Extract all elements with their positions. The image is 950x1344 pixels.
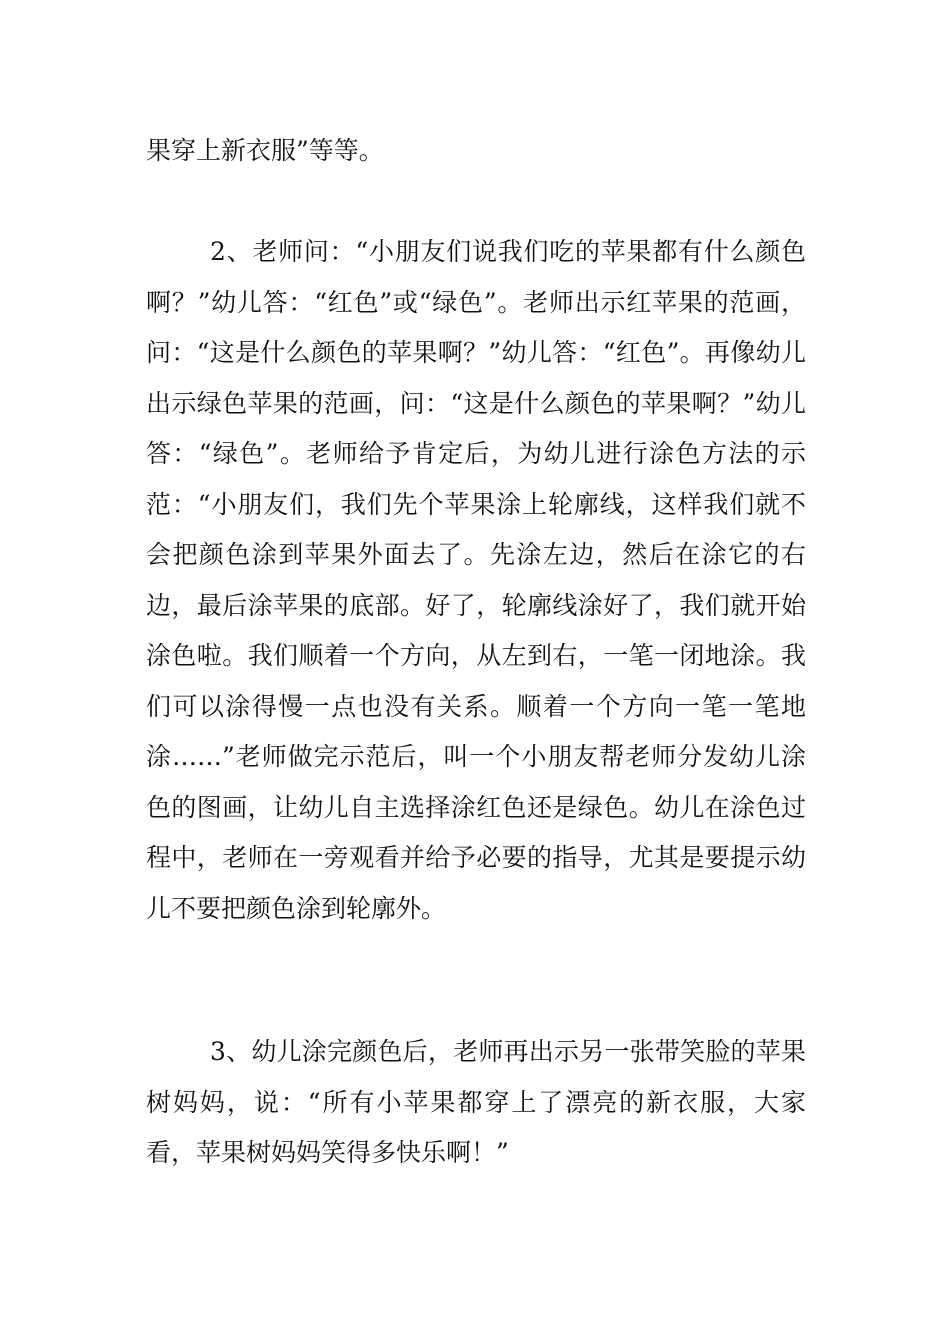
paragraph-step-2: 2、老师问：“小朋友们说我们吃的苹果都有什么颜色啊？”幼儿答：“红色”或“绿色”。老师出示红苹果的范画，问：“这是什么颜色的苹果啊？”幼儿答：“红色”。再像幼儿出示绿色苹果的范画，问：“这是什么颜色的苹果啊？”幼儿答：“绿色”。老师给予肯定后，为幼儿进行涂色方法的示范：“小朋友们，我们先个苹果涂上轮廓线，这样我们就不会把颜色涂到苹果外面去了。先涂左边，然后在涂它的右边，最后涂苹果的底部。好了，轮廓线涂好了，我们就开始涂色啦。我们顺着一个方向，从左到右，一笔一闭地涂。我们可以涂得慢一点也没有关系。顺着一个方向一笔一笔地涂……”老师做完示范后，叫一个小朋友帮老师分发幼儿涂色的图画，让幼儿自主选择涂红色还是绿色。幼儿在涂色过程中，老师在一旁观看并给予必要的指导，尤其是要提示幼儿不要把颜色涂到轮廓外。	[146, 237, 806, 923]
paragraph-continuation: 果穿上新衣服”等等。	[146, 136, 384, 165]
paragraph-step-3: 3、幼儿涂完颜色后，老师再出示另一张带笑脸的苹果树妈妈，说：“所有小苹果都穿上了漂亮的新衣服，大家看，苹果树妈妈笑得多快乐啊！”	[146, 1037, 806, 1167]
